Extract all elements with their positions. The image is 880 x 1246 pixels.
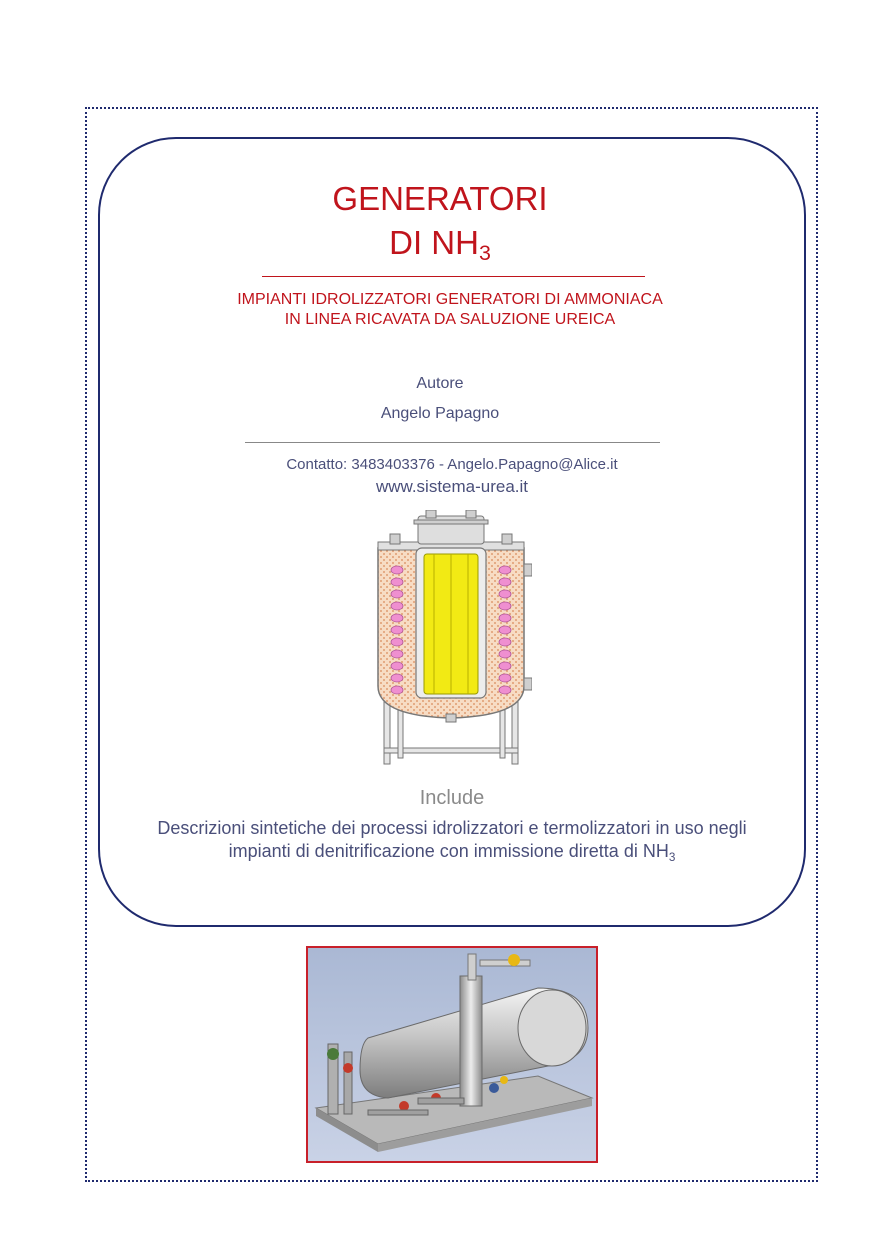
reactor-diagram (370, 510, 532, 768)
include-label: Include (419, 787, 485, 809)
title-divider (262, 276, 645, 277)
include-subscript: 3 (668, 850, 676, 864)
subtitle: IMPIANTI IDROLIZZATORI GENERATORI DI AMMONIACA IN LINEA RICAVATA DA SALUZIONE UREICA (237, 291, 663, 328)
title-line-2 (0, 224, 880, 266)
include-description-text: Descrizioni sintetiche dei processi idrolizzatori e termolizzatori in uso negli impianti di denitrificazione con immissione diretta di NH (157, 818, 747, 861)
author-label: Autore (416, 375, 464, 392)
author-divider (245, 442, 660, 443)
title-line-1: GENERATORI (332, 180, 548, 217)
include-description (140, 817, 764, 865)
hydrolyzer-photo (306, 946, 598, 1163)
author-name: Angelo Papagno (380, 405, 500, 422)
contact-line: Contatto: 3483403376 - Angelo.Papagno@Alice.it (286, 456, 618, 473)
website-link[interactable]: www.sistema-urea.it (375, 477, 529, 496)
title-subscript: 3 (478, 241, 491, 266)
title-line-2-text: DI NH (389, 224, 479, 261)
